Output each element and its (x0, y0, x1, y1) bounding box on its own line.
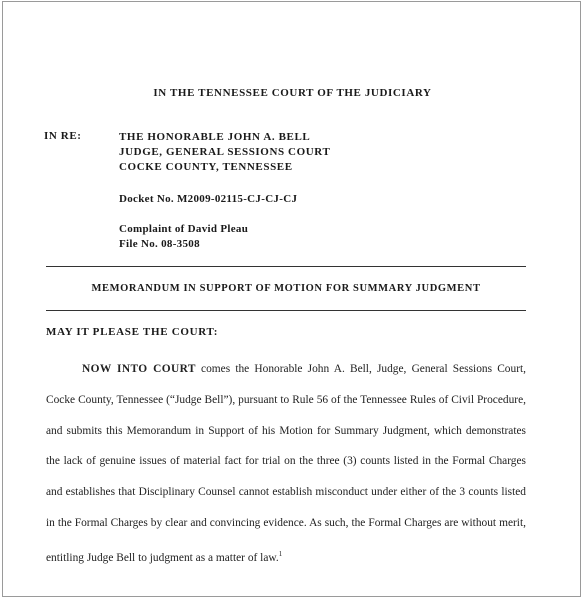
body-text: comes the Honorable John A. Bell, Judge, General Sessions Court, Cocke County, Tennessee (“Judge Bell”), pursuant to Rule 56 of the Tennessee Rules of Civil Procedure, and submits this Memorandum in Support of his Motion for Summary Judgment, which demonstrates the lack of genuine issues of material fact for trial on the three (3) counts listed in the Formal Charges and establishes that Disciplinary Counsel cannot establish misconduct under either of the 3 counts listed in the Formal Charges by clear and convincing evidence. As such, the Formal Charges are without merit, entitling Judge Bell to judgment as a matter of law. (46, 363, 526, 564)
complaint-line: Complaint of David Pleau (119, 223, 249, 235)
file-number-line: File No. 08-3508 (119, 238, 200, 250)
body-paragraph (46, 354, 526, 573)
footnote-mark: 1 (278, 549, 283, 558)
in-re-line: THE HONORABLE JOHN A. BELL (119, 131, 311, 143)
docket-number: Docket No. M2009-02115-CJ-CJ-CJ (119, 193, 298, 205)
divider-top (46, 266, 526, 267)
in-re-line: COCKE COUNTY, TENNESSEE (119, 161, 293, 173)
salutation: MAY IT PLEASE THE COURT: (46, 326, 219, 338)
in-re-label: IN RE: (44, 130, 82, 142)
divider-bottom (46, 310, 526, 311)
court-caption: IN THE TENNESSEE COURT OF THE JUDICIARY (153, 87, 432, 99)
in-re-line: JUDGE, GENERAL SESSIONS COURT (119, 146, 331, 158)
body-lead: NOW INTO COURT (82, 363, 196, 375)
complaint-block (119, 222, 248, 252)
in-re-block (119, 130, 330, 175)
memo-title: MEMORANDUM IN SUPPORT OF MOTION FOR SUMMARY JUDGMENT (91, 283, 481, 294)
